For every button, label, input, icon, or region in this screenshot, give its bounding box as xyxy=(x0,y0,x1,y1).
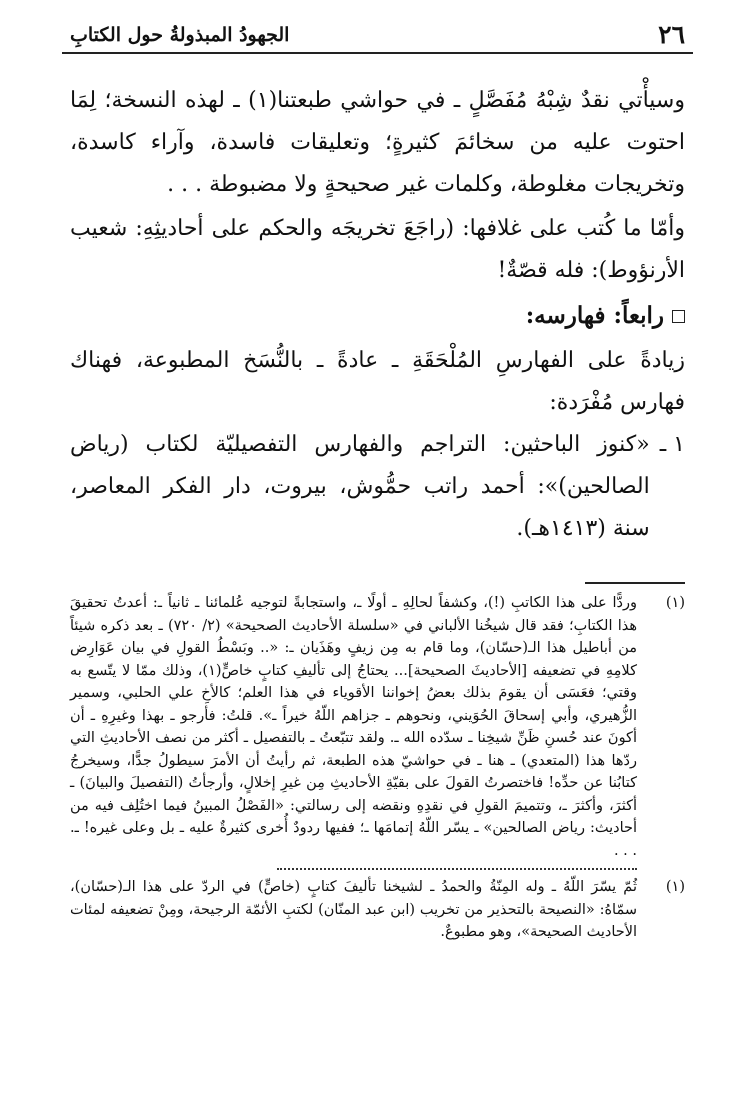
footnote-text: ثُمّ يسّرَ اللّهُ ـ وله المِنّةُ والحمدُ ـ لشيخنا تأليفَ كتابٍ (خاصٍّ) في الردّ على هذا الـ(حسّان)، سمّاهُ: «النصيحة بالتحذير من تخريب (ابن عبد المنّان) لكتبِ الأئمّة الرجيحة، ومِنْ تضعيفه لمئات الأحاديث الصحيحة»، وهو مطبوعٌ. xyxy=(70,879,637,940)
dotted-separator xyxy=(277,868,637,870)
running-title: الجهودُ المبذولةُ حول الكتابِ xyxy=(70,24,290,46)
section-heading xyxy=(70,294,685,338)
footnote-1 xyxy=(70,592,685,862)
list-item xyxy=(70,424,685,550)
paragraph-2: وأمّا ما كُتب على غلافها: (راجَعَ تخريجَه والحكم على أحاديثِهِ: شعيب الأرنؤوط): فله قصّةٌ! xyxy=(70,216,685,283)
list-item-number: ١ ـ xyxy=(659,432,685,457)
section-heading-text: رابعاً: فهارسه: xyxy=(525,302,664,329)
main-text xyxy=(70,80,685,550)
paragraph-3: زيادةً على الفهارسِ المُلْحَقَةِ ـ عادةً ـ بالنُّسَخ المطبوعة، فهناك فهارس مُفْرَدة: xyxy=(70,348,685,415)
footnotes xyxy=(70,592,685,944)
page-header xyxy=(70,20,685,52)
page-number: ٢٦ xyxy=(658,20,685,49)
footnote-2 xyxy=(70,876,685,944)
footnote-number: (١) xyxy=(665,879,685,895)
list-item-text: «كنوز الباحثين: التراجم والفهارس التفصيليّة لكتاب (رياض الصالحين)»: أحمد راتب حمُّوش، بيروت، دار الفكر المعاصر، سنة (١٤١٣هـ). xyxy=(70,432,650,541)
header-rule xyxy=(62,52,693,54)
footnote-text: وردًّا على هذا الكاتبِ (!)، وكشفاً لحالِهِ ـ أولًا ـ، واستجابةً لتوجيه عُلمائنا ـ ثانياً ـ: أعدتُ تحقيقَ هذا الكتابِ؛ فقد قال شيخُنا الألباني في «سلسلة الأحاديث الصحيحة» (٢/ ٧٢٠) ـ بعد ذكره شيئاً من أباطيل هذا الـ(حسّان)، وما قام به مِن زيفٍ وهَذَيان ـ: «.. وبَسْطُ القولِ في بيان عَوَارِض كلامِهِ في تضعيفه [الأحاديثَ الصحيحة]... يحتاجُ إلى تأليفِ كتابٍ خاصٍّ(١)، وذلك ممّا لا يتّسع به وقتي؛ فعَسَى أن يقومَ بذلك بعضُ إخواننا الأقوياء في هذا العلم؛ كالأخِ علي الحلبي، وسمير الزُّهيري، وأبي إسحاقَ الحُوَيني، ونحوهم ـ جزاهم اللّهُ خيراً ـ». قلتُ: فأرجو ـ بهذا وغيرِهِ ـ أن أكونَ عند حُسنِ ظَنِّ شيخِنا ـ سدّده الله ـ. ولقد تتبّعتُ ـ بالتفصيل ـ أكثر من نصف الأحاديثِ التي ردّها هذا (المتعدي) ـ هنا ـ في حواشيّ هذه الطبعة، ثم رأيتُ أن الأمرَ سيطولُ جدًّا، وسيخرجُ كتابُنا عن حدِّه! فاختصرتُ القولَ على بقيّةِ الأحاديثِ مِن غيرِ إخلالٍ، وأرجأتُ (التفصيلَ والبيانَ) ـ أكثرَ، وأكثرَ ـ، وتتميمَ القولِ في نقدِهِ ونقضه إلى رسالتي: «الفَصْلُ المبينُ فيما اختُلِف فيه من أحاديث: رياض الصالحين» ـ يسّر اللّهُ إتمامَها ـ؛ ففيها ردودٌ أُخرى كثيرةٌ عليه ـ بل وعلى غيره! ـ. . . . xyxy=(70,595,637,859)
square-bullet-icon xyxy=(672,310,685,323)
paragraph-1: وسيأْتي نقدٌ شِبْهُ مُفَصَّلٍ ـ في حواشي طبعتنا(١) ـ لهذه النسخة؛ لِمَا احتوت عليه من سخائمَ كثيرةٍ؛ وتعليقات فاسدة، وآراء كاسدة، وتخريجات مغلوطة، وكلمات غير صحيحةٍ ولا مضبوطة . . . xyxy=(70,88,685,197)
footnote-number: (١) xyxy=(665,595,685,611)
footnote-separator xyxy=(585,582,685,584)
